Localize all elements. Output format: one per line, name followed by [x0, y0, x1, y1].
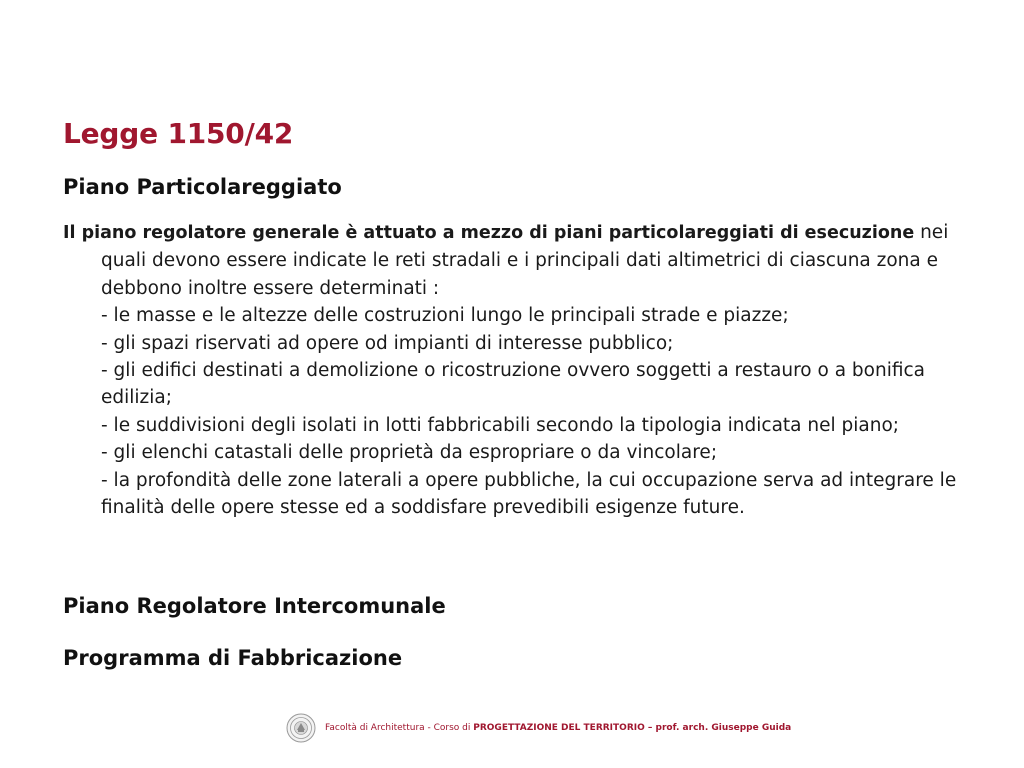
slide-title: Legge 1150/42: [63, 117, 294, 150]
heading-fabbricazione: Programma di Fabbricazione: [63, 646, 403, 670]
heading-intercomunale: Piano Regolatore Intercomunale: [63, 594, 446, 618]
list-item: - gli edifici destinati a demolizione o ricostruzione ovvero soggetti a restauro o a bonifica edilizia;: [101, 360, 925, 409]
footer-separator: - Corso di: [424, 723, 474, 733]
intro-bold-text: Il piano regolatore generale è attuato a mezzo di piani particolareggiati di esecuzione: [63, 223, 915, 243]
footer-faculty: Facoltà di Architettura: [325, 723, 425, 733]
list-item: - gli spazi riservati ad opere od impianti di interesse pubblico;: [101, 332, 674, 354]
footer: [286, 711, 791, 745]
body-paragraph: [63, 219, 983, 521]
slide-subtitle: Piano Particolareggiato: [63, 175, 342, 199]
list-item: - le suddivisioni degli isolati in lotti fabbricabili secondo la tipologia indicata nel piano;: [101, 414, 900, 436]
footer-text: [325, 723, 791, 733]
intro-sentence: [63, 219, 983, 302]
footer-course: PROGETTAZIONE DEL TERRITORIO – prof. arch. Giuseppe Guida: [473, 723, 792, 733]
list-item: - gli elenchi catastali delle proprietà da espropriare o da vincolare;: [101, 442, 718, 464]
intro-rest-text: nei quali devono essere indicate le reti stradali e i principali dati altimetrici di ciascuna zona e debbono inoltre essere determinati :: [101, 222, 949, 299]
list-item: - le masse e le altezze delle costruzioni lungo le principali strade e piazze;: [101, 305, 789, 327]
list-item: - la profondità delle zone laterali a opere pubbliche, la cui occupazione serva ad integrare le finalità delle opere stesse ed a soddisfare prevedibili esigenze future.: [101, 469, 957, 519]
university-seal-icon: [286, 713, 316, 743]
